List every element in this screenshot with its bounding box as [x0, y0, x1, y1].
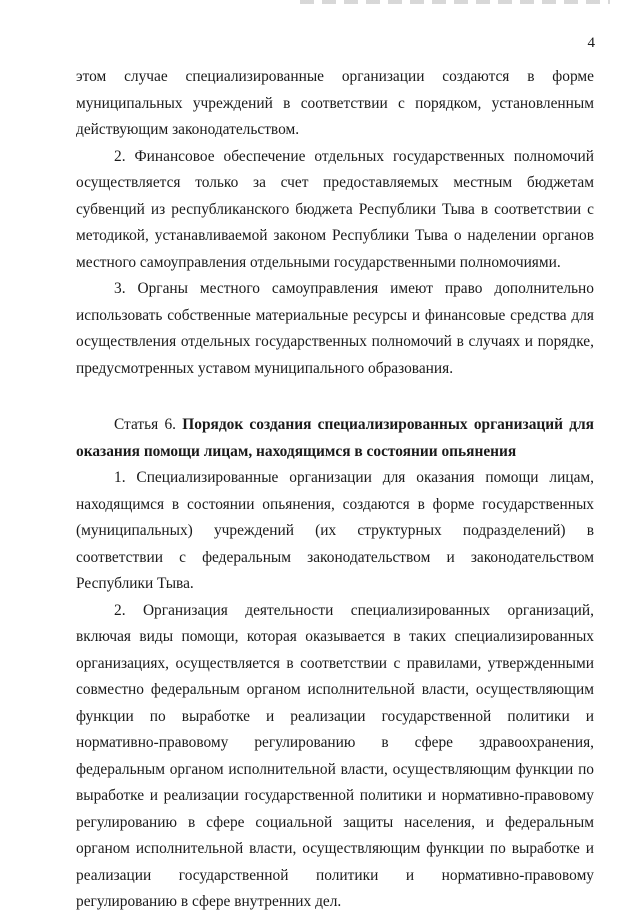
scan-edge-artifact — [300, 0, 610, 4]
paragraph-local-resources: 3. Органы местного самоуправления имеют право дополнительно использовать собственные материальные ресурсы и финансовые средства для осуществления отдельных государственных полномочий в случаях и порядке, предусмотренных уставом муниципального образования. — [76, 280, 594, 377]
document-body — [76, 64, 594, 916]
article-paragraph-2: 2. Организация деятельности специализированных организаций, включая виды помощи, которая оказывается в таких специализированных организациях, осуществляется в соответствии с правилами, утвержденными совместно федеральным органом исполнительной власти, осуществляющим функции по выработке и реализации государственной политики и нормативно-правовому регулированию в сфере здравоохранения, федеральным органом исполнительной власти, осуществляющим функции по выработке и реализации государственной политики и нормативно-правовому регулированию в сфере социальной защиты населения, и федеральным органом исполнительной власти, осуществляющим функции по выработке и реализации государственной политики и нормативно-правовому регулированию в сфере внутренних дел. — [76, 601, 594, 910]
paragraph-continuation: этом случае специализированные организации создаются в форме муниципальных учреждений в соответствии с порядком, установленным действующим законодательством. — [76, 68, 594, 138]
article-label: Статья 6. — [114, 416, 177, 433]
page-number: 4 — [587, 35, 595, 51]
article-paragraph-1: 1. Специализированные организации для оказания помощи лицам, находящимся в состоянии опьянения, создаются в форме государственных (муниципальных) учреждений (их структурных подразделений) в соответствии с федеральным законодательством и законодательством Республики Тыва. — [76, 469, 594, 592]
article-title: Порядок создания специализированных организаций для оказания помощи лицам, находящимся в состоянии опьянения — [76, 416, 595, 460]
article-heading — [76, 412, 594, 465]
paragraph-financing: 2. Финансовое обеспечение отдельных государственных полномочий осуществляется только за счет предоставляемых местным бюджетам субвенций из республиканского бюджета Республики Тыва в соответствии с методикой, устанавливаемой законом Республики Тыва о наделении органов местного самоуправления отдельными государственными полномочиями. — [76, 147, 594, 271]
